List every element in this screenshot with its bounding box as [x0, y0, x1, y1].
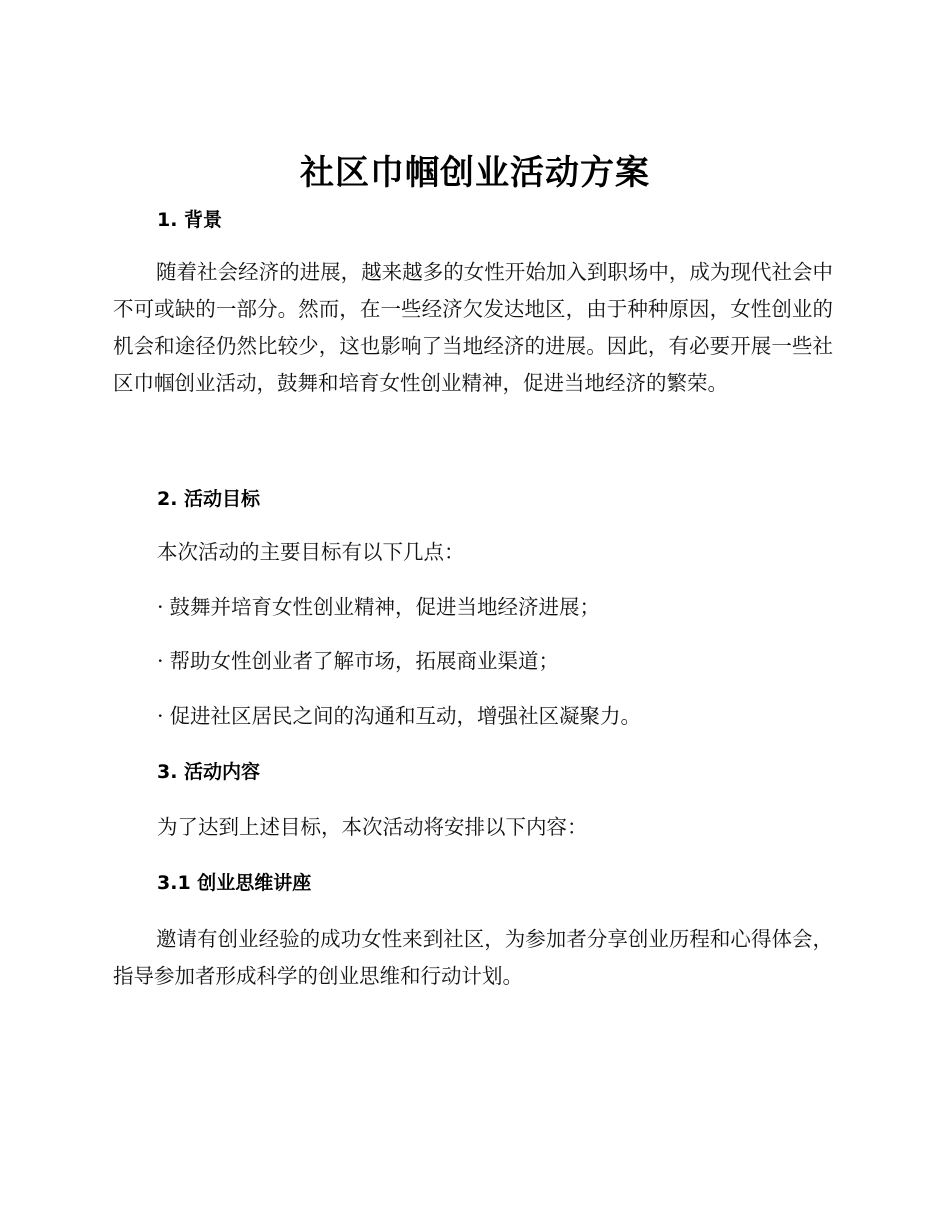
subsection-heading-lecture: 3.1 创业思维讲座	[157, 872, 312, 894]
goal-bullet-text: 鼓舞并培育女性创业精神，促进当地经济进展；	[169, 595, 601, 619]
lecture-paragraph: 邀请有创业经验的成功女性来到社区，为参加者分享创业历程和心得体会，指导参加者形成科学的创业思维和行动计划。	[113, 927, 833, 988]
content-intro: 为了达到上述目标，本次活动将安排以下内容：	[157, 815, 588, 839]
goal-bullet-item	[157, 592, 600, 622]
bullet-marker: ·	[157, 704, 164, 728]
goal-bullet-text: 促进社区居民之间的沟通和互动，增强社区凝聚力。	[169, 704, 642, 728]
goal-bullet-item	[157, 646, 559, 676]
bullet-marker: ·	[157, 649, 164, 673]
goal-bullet-item	[157, 701, 641, 731]
section-heading-content: 3. 活动内容	[157, 761, 261, 783]
goals-intro: 本次活动的主要目标有以下几点：	[157, 540, 465, 564]
background-paragraph: 随着社会经济的进展，越来越多的女性开始加入到职场中，成为现代社会中不可或缺的一部分。然而，在一些经济欠发达地区，由于种种原因，女性创业的机会和途径仍然比较少，这也影响了当地经济的进展。因此，有必要开展一些社区巾帼创业活动，鼓舞和培育女性创业精神，促进当地经济的繁荣。	[113, 260, 833, 395]
document-title: 社区巾帼创业活动方案	[300, 153, 650, 193]
section-heading-background: 1. 背景	[157, 209, 223, 231]
section-heading-goals: 2. 活动目标	[157, 488, 261, 510]
goal-bullet-text: 帮助女性创业者了解市场，拓展商业渠道；	[169, 649, 560, 673]
bullet-marker: ·	[157, 595, 164, 619]
